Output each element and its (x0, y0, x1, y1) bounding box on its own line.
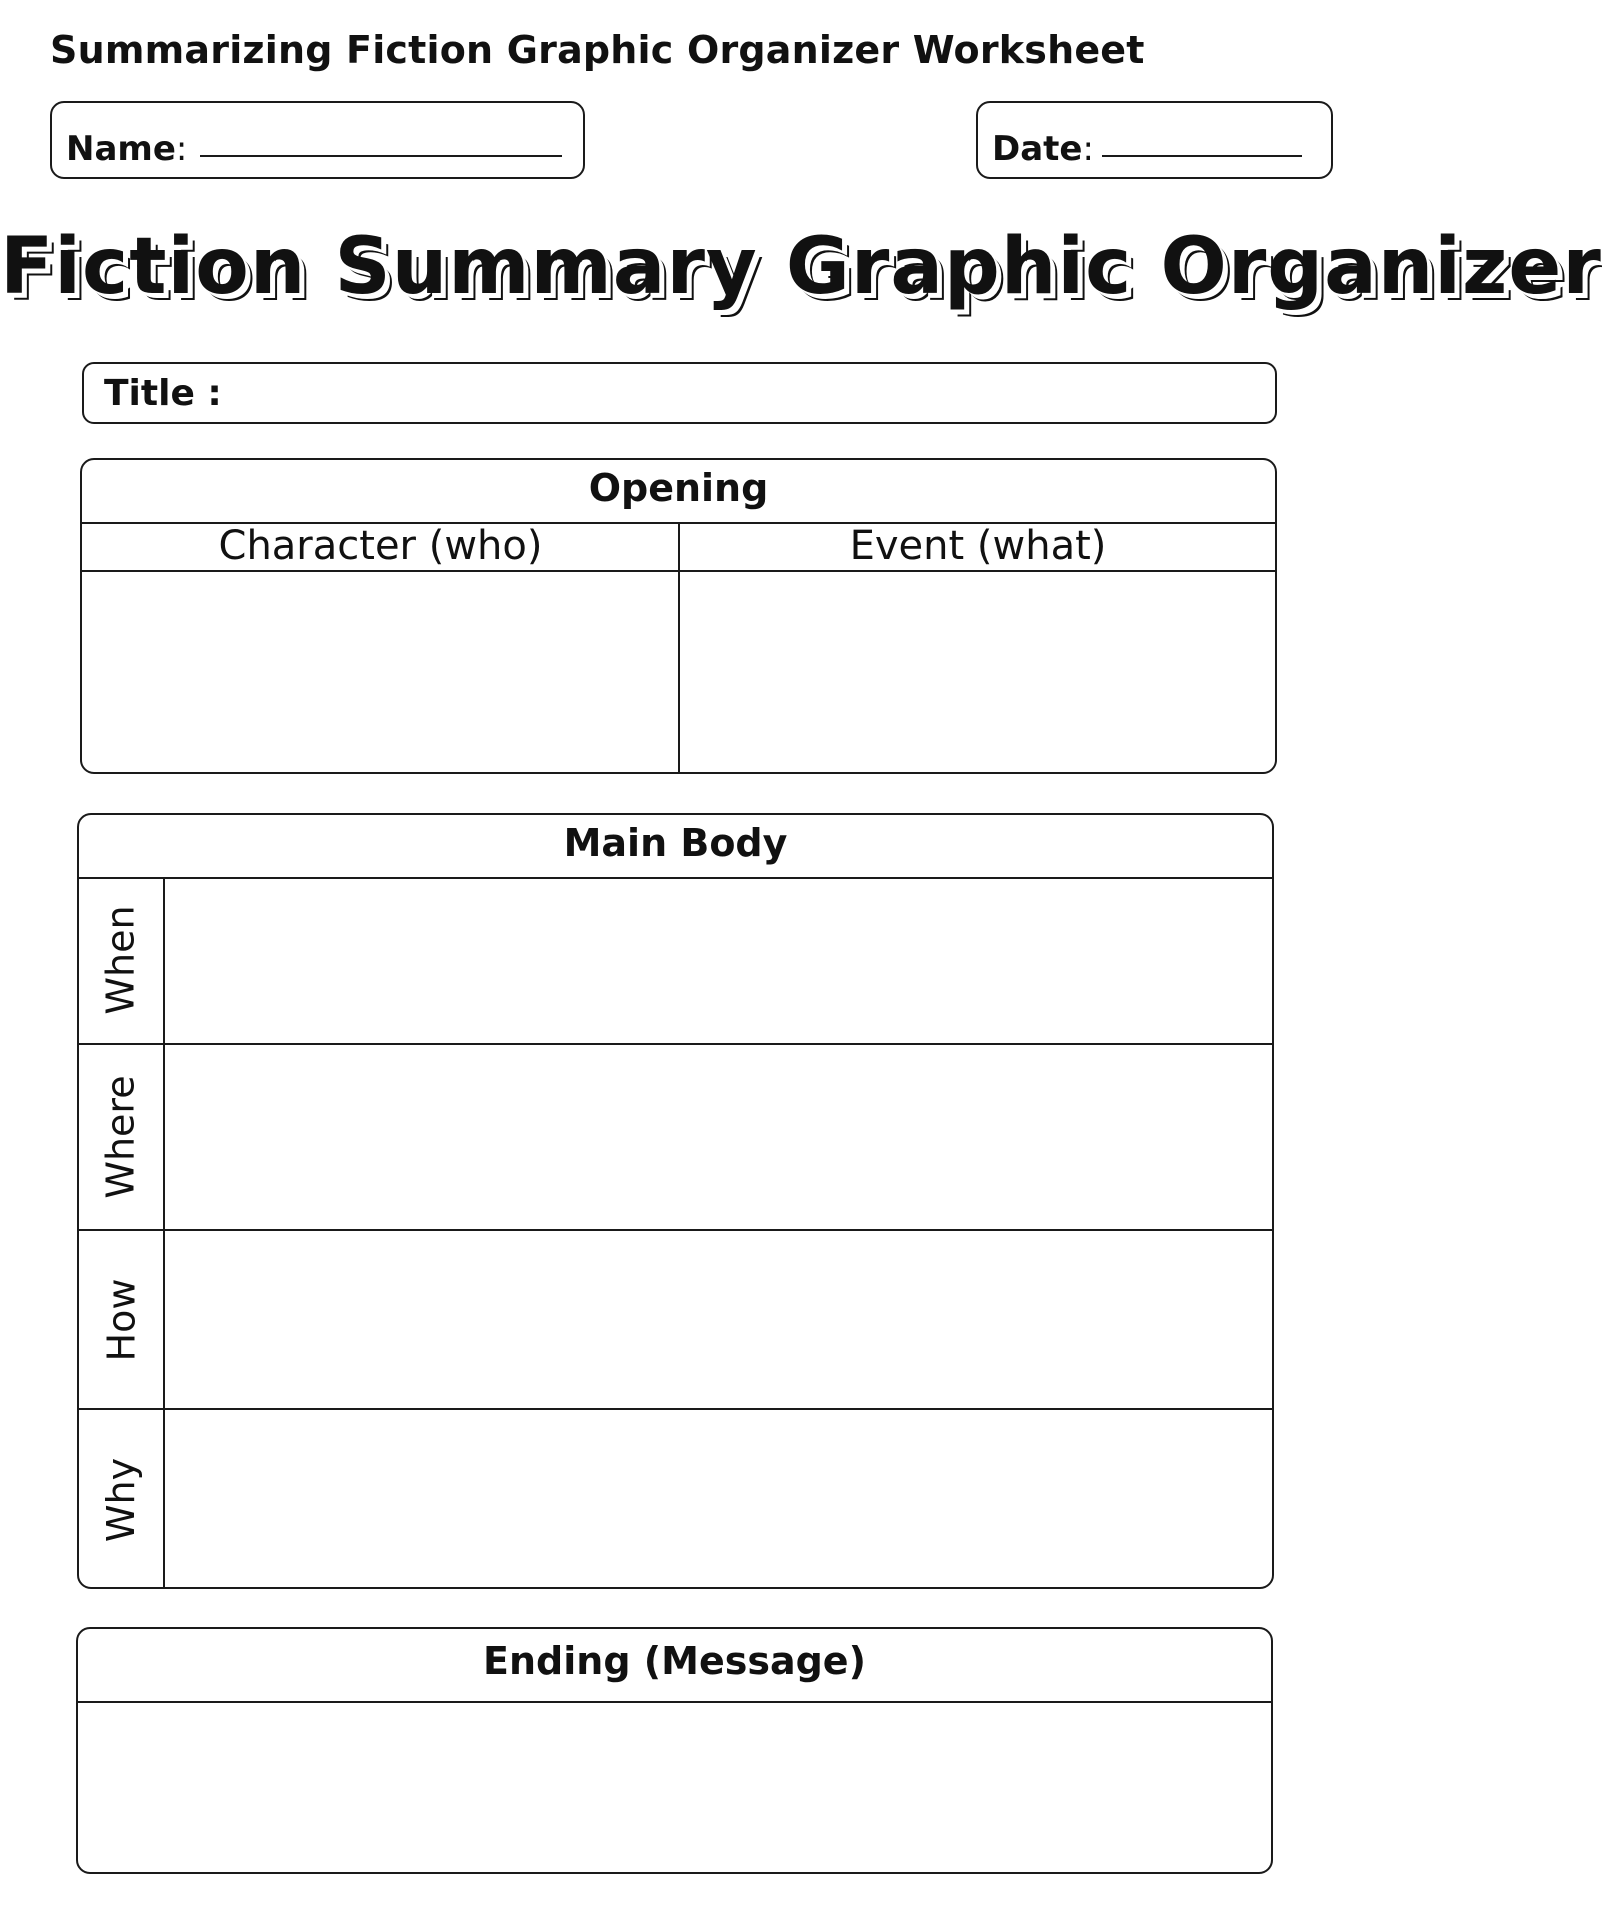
ending-header: Ending (Message) (78, 1629, 1271, 1703)
name-box (50, 101, 585, 179)
ending-section (76, 1627, 1273, 1874)
date-colon: : (1082, 129, 1094, 169)
date-box (976, 101, 1333, 179)
opening-character-answer[interactable] (82, 572, 678, 772)
opening-event-answer[interactable] (680, 572, 1275, 772)
where-label: Where (99, 1075, 144, 1199)
ending-answer[interactable] (78, 1703, 1271, 1872)
title-field-box[interactable] (82, 362, 1277, 424)
why-label: Why (99, 1457, 143, 1542)
opening-col-header-event: Event (what) (849, 523, 1107, 569)
opening-section (80, 458, 1277, 774)
name-label: Name (66, 129, 176, 169)
main-body-row-label-where (79, 1045, 163, 1229)
where-answer[interactable] (165, 1045, 1272, 1229)
when-answer[interactable] (165, 877, 1272, 1043)
title-field-label: Title : (104, 373, 222, 414)
main-body-row-label-when (79, 877, 163, 1043)
name-field[interactable] (200, 155, 562, 157)
main-body-header: Main Body (79, 815, 1272, 879)
name-label-wrap (66, 129, 187, 169)
date-label-wrap (992, 129, 1094, 169)
main-body-row-label-why (79, 1410, 163, 1589)
why-answer[interactable] (165, 1410, 1272, 1587)
name-colon: : (175, 129, 188, 169)
opening-col-header-character: Character (who) (218, 523, 543, 569)
main-body-section (77, 813, 1274, 1589)
opening-header: Opening (82, 460, 1275, 524)
date-label: Date (992, 129, 1083, 169)
when-label: When (99, 905, 143, 1015)
how-answer[interactable] (165, 1231, 1272, 1408)
worksheet-heading: Summarizing Fiction Graphic Organizer Worksheet (50, 28, 1145, 72)
how-label: How (99, 1278, 143, 1361)
date-field[interactable] (1102, 155, 1302, 157)
main-body-row-label-how (79, 1231, 163, 1408)
organizer-title: Fiction Summary Graphic Organizer (0, 222, 1602, 312)
